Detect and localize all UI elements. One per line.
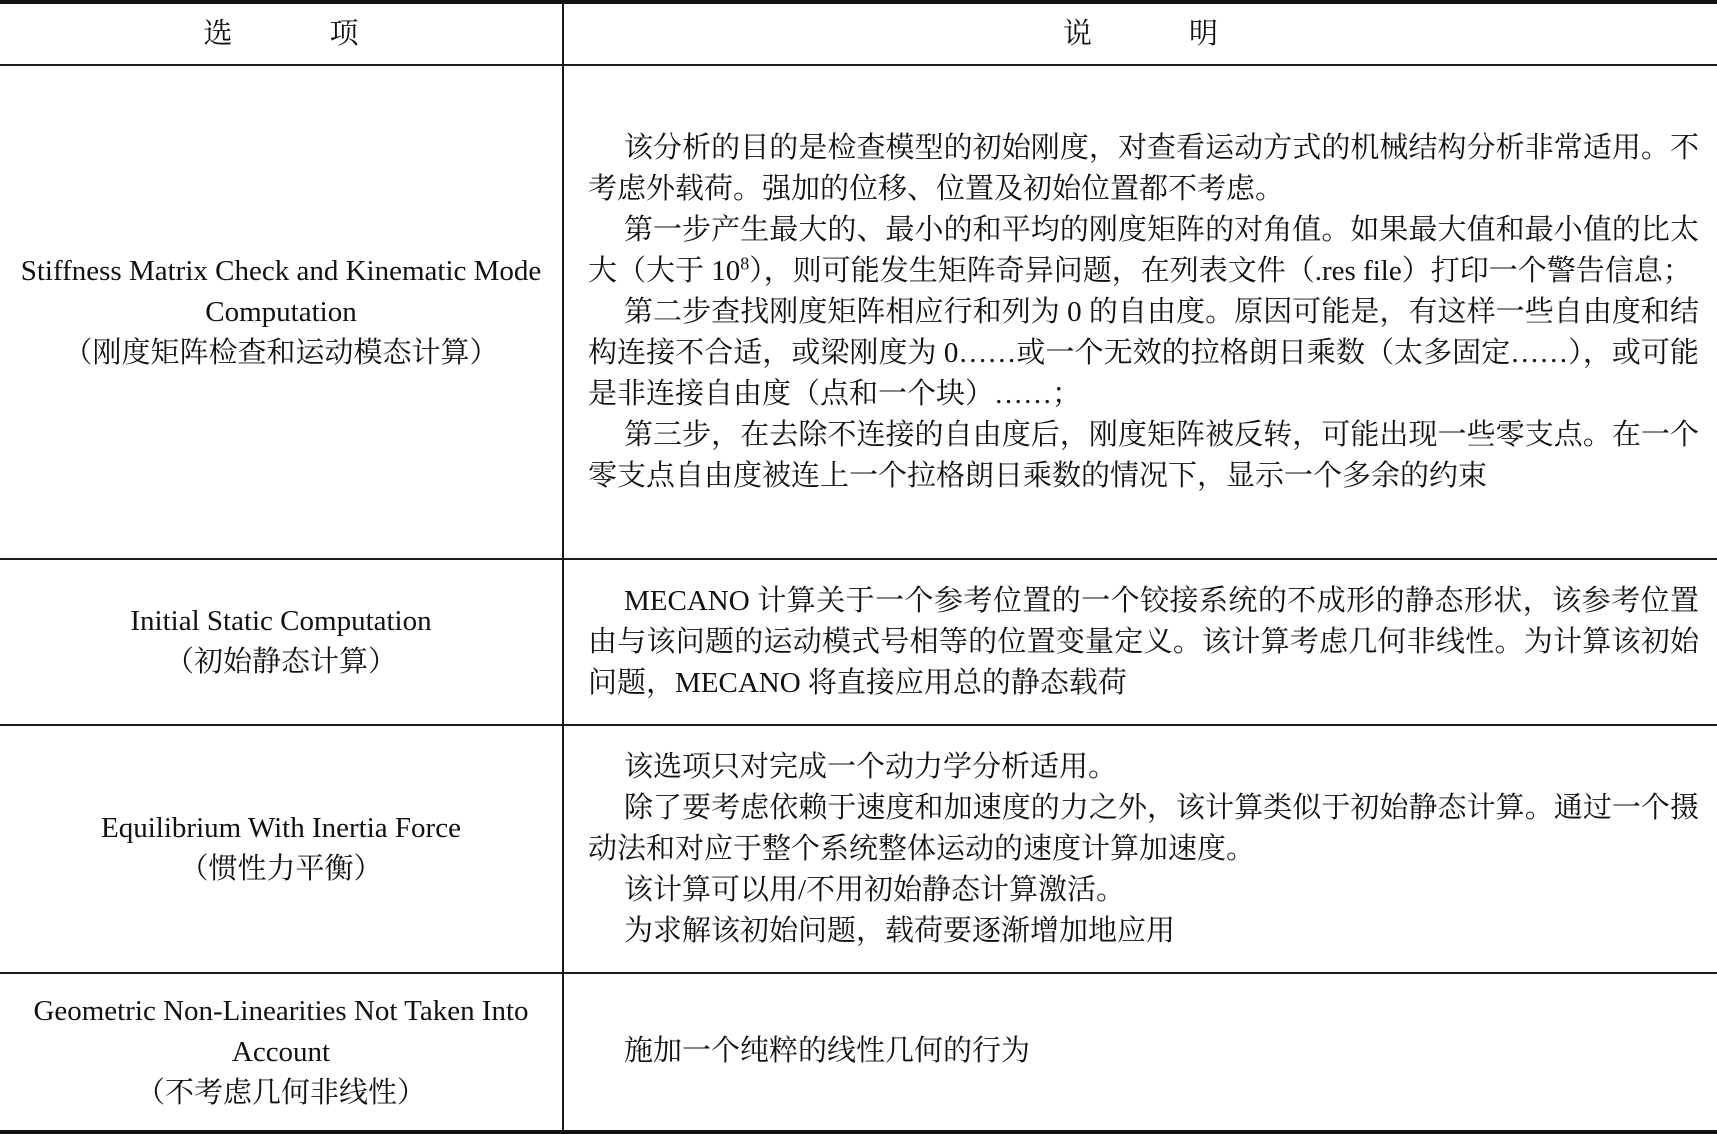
option-name-en: Initial Static Computation xyxy=(130,605,432,637)
exponent-superscript: 8 xyxy=(740,252,750,273)
description-paragraph: 第二步查找刚度矩阵相应行和列为 0 的自由度。原因可能是，有这样一些自由度和结构连接不合适，或梁刚度为 0……或一个无效的拉格朗日乘数（太多固定……），或可能是非连接自由度（点和一个块）……； xyxy=(588,295,1699,410)
option-name-cn: （不考虑几何非线性） xyxy=(135,1076,426,1109)
description-cell xyxy=(563,559,1717,725)
option-name-cn: （刚度矩阵检查和运动模态计算） xyxy=(63,336,499,369)
option-cell xyxy=(0,559,563,725)
description-column-header xyxy=(563,2,1717,65)
table-row xyxy=(0,65,1717,559)
table-header-row xyxy=(0,2,1717,65)
description-text: 第一步产生最大的、最小的和平均的刚度矩阵的对角值。如果最大值和最小值的比太大（大于 10 xyxy=(588,213,1699,287)
description-paragraph: 该选项只对完成一个动力学分析适用。 xyxy=(624,750,1118,783)
description-text: ），则可能发生矩阵奇异问题，在列表文件（.res file）打印一个警告信息； xyxy=(749,254,1692,287)
description-cell xyxy=(563,973,1717,1132)
description-paragraph: 为求解该初始问题，载荷要逐渐增加地应用 xyxy=(624,914,1176,947)
table-row xyxy=(0,559,1717,725)
option-name-en: Equilibrium With Inertia Force xyxy=(101,812,461,844)
description-paragraph: MECANO 计算关于一个参考位置的一个铰接系统的不成形的静态形状，该参考位置由与该问题的运动模式号相等的位置变量定义。该计算考虑几何非线性。为计算该初始问题，MECANO 将直接应用总的静态载荷 xyxy=(588,584,1699,699)
option-header-label: 选 项 xyxy=(203,17,393,50)
option-name-cn: （惯性力平衡） xyxy=(179,853,383,885)
description-cell xyxy=(563,725,1717,973)
description-paragraph: 该计算可以用/不用初始静态计算激活。 xyxy=(624,873,1126,906)
description-paragraph: 第三步，在去除不连接的自由度后，刚度矩阵被反转，可能出现一些零支点。在一个零支点自由度被连上一个拉格朗日乘数的情况下，显示一个多余的约束 xyxy=(588,418,1699,492)
table-row xyxy=(0,725,1717,973)
option-name-en: Stiffness Matrix Check and Kinematic Mode Computation xyxy=(20,254,542,328)
option-cell xyxy=(0,973,563,1132)
description-paragraph xyxy=(588,210,1699,292)
description-header-label: 说 明 xyxy=(1062,17,1252,50)
description-paragraph: 施加一个纯粹的线性几何的行为 xyxy=(624,1034,1031,1067)
description-paragraph: 除了要考虑依赖于速度和加速度的力之外，该计算类似于初始静态计算。通过一个摄动法和对应于整个系统整体运动的速度计算加速度。 xyxy=(588,791,1699,865)
option-name-en: Geometric Non-Linearities Not Taken Into Account xyxy=(33,994,529,1068)
description-paragraph: 该分析的目的是检查模型的初始刚度，对查看运动方式的机械结构分析非常适用。不考虑外载荷。强加的位移、位置及初始位置都不考虑。 xyxy=(588,131,1699,205)
table-row xyxy=(0,973,1717,1132)
option-cell xyxy=(0,65,563,559)
description-cell xyxy=(563,65,1717,559)
option-name-cn: （初始静态计算） xyxy=(164,646,397,678)
option-cell xyxy=(0,725,563,973)
option-column-header xyxy=(0,2,563,65)
